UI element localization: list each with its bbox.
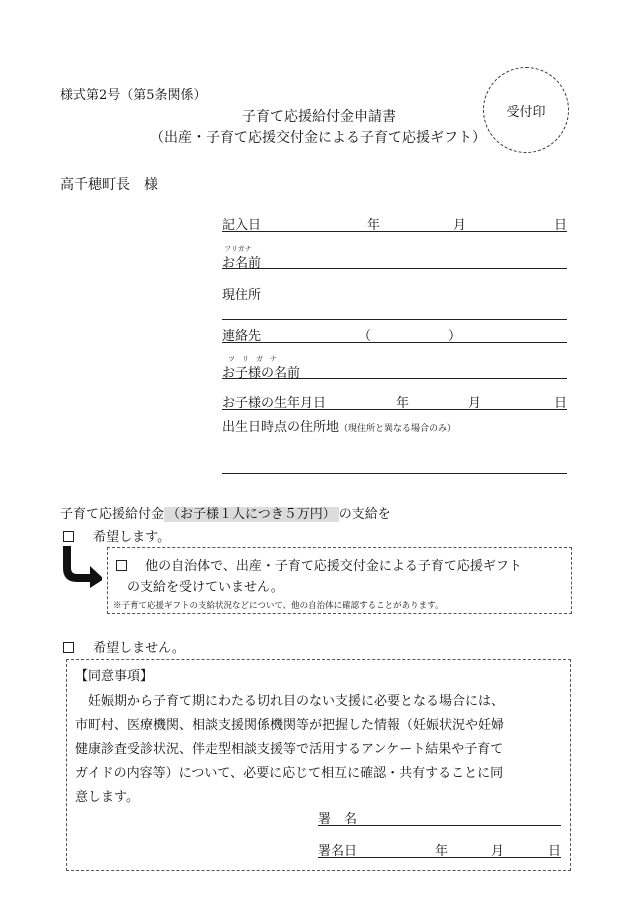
condition-line1: 他の自治体で、出産・子育て応援交付金による子育て応援ギフト: [145, 559, 522, 574]
form-subtitle: （出産・子育て応援交付金による子育て応援ギフト）: [150, 130, 486, 146]
contact-paren-close: ）: [448, 329, 462, 344]
payment-amount: （お子様１人につき５万円）: [164, 507, 339, 522]
entry-year-unit: 年: [367, 218, 381, 233]
form-title: 子育て応援給付金申請書: [242, 109, 396, 125]
sig-day-unit: 日: [548, 844, 562, 859]
child-name-label: お子様の名前: [222, 366, 301, 381]
addressee: 高千穂町長 様: [60, 177, 158, 193]
option-no-checkbox[interactable]: [63, 642, 74, 653]
seal-label: 受付印: [506, 104, 546, 120]
sig-month-unit: 月: [491, 844, 505, 859]
option-yes-label: 希望します。: [93, 530, 171, 545]
birth-address-field[interactable]: [222, 456, 567, 474]
birth-address-note: （現住所と異なる場合のみ）: [339, 424, 457, 434]
contact-field[interactable]: [222, 325, 567, 343]
child-birthdate-label: お子様の生年月日: [222, 396, 327, 411]
address-label: 現住所: [222, 288, 262, 303]
condition-checkbox[interactable]: [116, 560, 127, 571]
form-number: 様式第2号（第5条関係）: [60, 88, 207, 103]
name-label: お名前: [222, 256, 262, 271]
signature-field[interactable]: [318, 808, 561, 826]
condition-line2: の支給を受けていません。: [127, 580, 284, 595]
name-field[interactable]: [222, 252, 567, 269]
option-no-label: 希望しません。: [93, 641, 185, 656]
contact-label: 連絡先: [222, 329, 262, 344]
sig-year-unit: 年: [435, 844, 449, 859]
birth-year-unit: 年: [396, 396, 410, 411]
child-name-field[interactable]: [222, 362, 567, 379]
birth-address-label: 出生日時点の住所地: [222, 420, 340, 435]
payment-request-line: [60, 503, 391, 522]
payment-suffix: の支給を: [338, 507, 391, 522]
address-field[interactable]: [222, 302, 567, 320]
consent-line-4: ガイドの内容等）について、必要に応じて相互に確認・共有することに同: [75, 766, 504, 781]
payment-prefix: 子育て応援給付金: [60, 507, 165, 522]
signature-date-label: 署名日: [318, 844, 358, 859]
entry-date-label: 記入日: [222, 218, 262, 233]
condition-row: [116, 555, 522, 574]
option-yes-row: [63, 526, 170, 545]
signature-label: 署 名: [318, 812, 358, 827]
child-birthdate-field[interactable]: [222, 392, 567, 410]
consent-line-1: 妊娠期から子育て期にわたる切れ目のない支援に必要となる場合には、: [88, 694, 505, 709]
child-name-furigana: ツ リ ガ ナ: [228, 355, 277, 363]
arrow-right-icon: [62, 544, 102, 588]
consent-title: 【同意事項】: [75, 669, 154, 684]
condition-box: [107, 547, 572, 614]
birth-month-unit: 月: [468, 396, 482, 411]
birth-day-unit: 日: [554, 396, 568, 411]
consent-line-2: 市町村、医療機関、相談支援関係機関等が把握した情報（妊娠状況や妊婦: [75, 718, 505, 733]
reception-seal-circle: [483, 67, 569, 153]
consent-line-3: 健康診査受診状況、伴走型相談支援等で活用するアンケート結果や子育て: [75, 742, 504, 757]
name-furigana: フリガナ: [224, 245, 252, 253]
entry-date-field[interactable]: [222, 214, 567, 232]
entry-day-unit: 日: [554, 218, 568, 233]
entry-month-unit: 月: [453, 218, 467, 233]
birth-address-heading: [222, 416, 456, 435]
contact-paren-open: （: [358, 329, 372, 344]
option-yes-checkbox[interactable]: [63, 531, 74, 542]
consent-box: [66, 659, 571, 871]
condition-note: ※子育て応援ギフトの支給状況などについて、他の自治体に確認することがあります。: [113, 601, 444, 611]
signature-date-field[interactable]: [318, 840, 561, 858]
option-no-row: [63, 637, 185, 656]
consent-line-5: 意します。: [75, 790, 139, 805]
